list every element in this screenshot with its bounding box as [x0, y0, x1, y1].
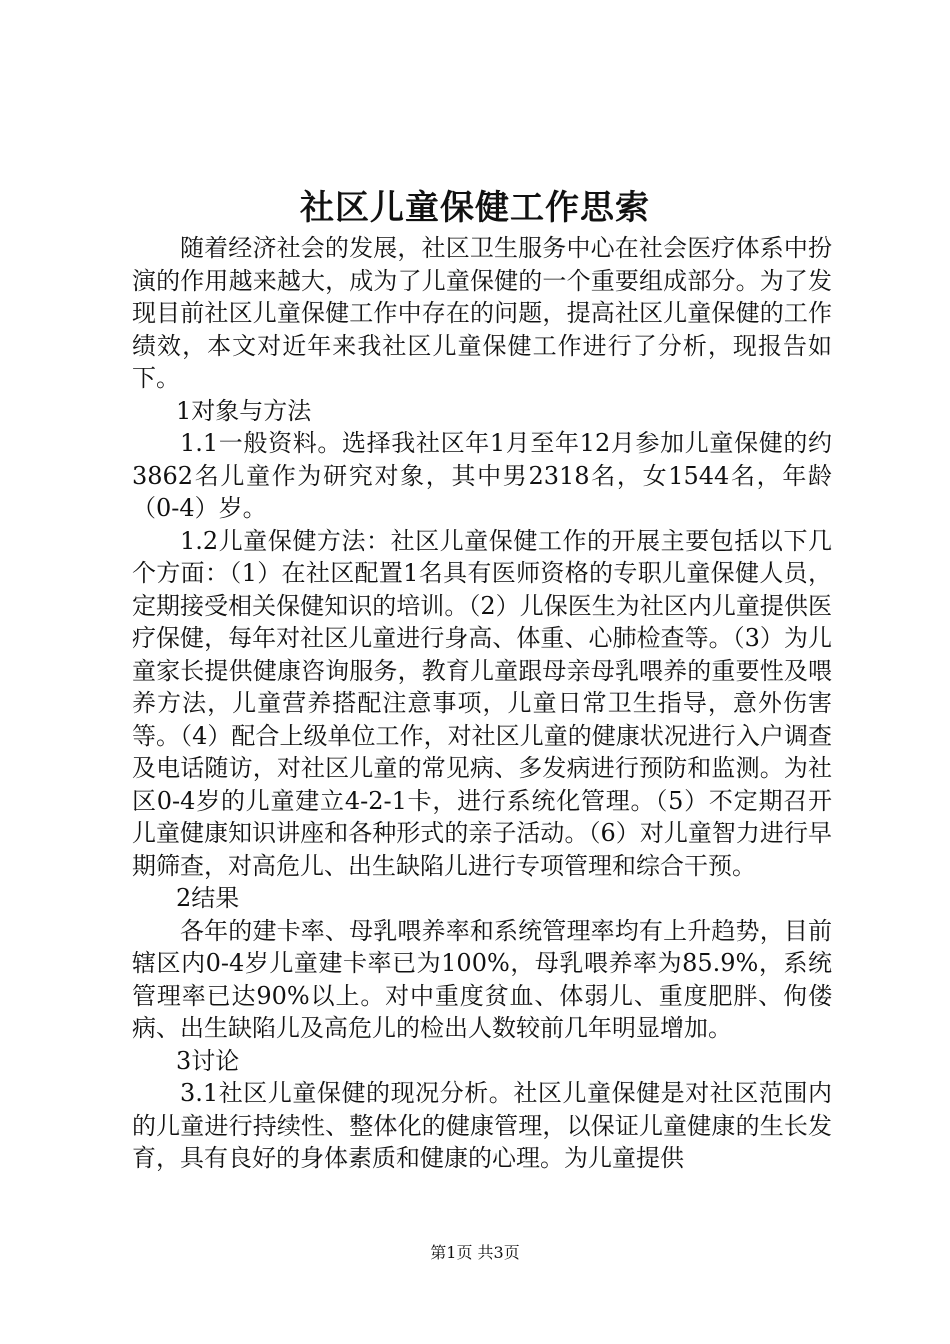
document-body	[132, 232, 832, 1175]
section-heading-3: 3讨论	[176, 1046, 240, 1075]
section-heading-1: 1对象与方法	[176, 396, 312, 425]
paragraph-results: 各年的建卡率、母乳喂养率和系统管理率均有上升趋势，目前辖区内0-4岁儿童建卡率已为100%，母乳喂养率为85.9%，系统管理率已达90%以上。对中重度贫血、体弱儿、重度肥胖、佝偻病、出生缺陷儿及高危儿的检出人数较前几年明显增加。	[132, 916, 832, 1042]
page-footer: 第1页 共3页	[430, 1243, 520, 1262]
paragraph-1-1: 1.1一般资料。选择我社区年1月至年12月参加儿童保健的约3862名儿童作为研究对象，其中男2318名，女1544名，年龄（0-4）岁。	[132, 429, 832, 522]
paragraph-intro: 随着经济社会的发展，社区卫生服务中心在社会医疗体系中扮演的作用越来越大，成为了儿童保健的一个重要组成部分。为了发现目前社区儿童保健工作中存在的问题，提高社区儿童保健的工作绩效，本文对近年来我社区儿童保健工作进行了分析，现报告如下。	[132, 234, 832, 392]
document-title: 社区儿童保健工作思索	[300, 188, 650, 228]
paragraph-3-1: 3.1社区儿童保健的现况分析。社区儿童保健是对社区范围内的儿童进行持续性、整体化的健康管理，以保证儿童健康的生长发育，具有良好的身体素质和健康的心理。为儿童提供	[132, 1079, 832, 1172]
paragraph-1-2: 1.2儿童保健方法：社区儿童保健工作的开展主要包括以下几个方面：（1）在社区配置1名具有医师资格的专职儿童保健人员，定期接受相关保健知识的培训。（2）儿保医生为社区内儿童提供医疗保健，每年对社区儿童进行身高、体重、心肺检查等。（3）为儿童家长提供健康咨询服务，教育儿童跟母亲母乳喂养的重要性及喂养方法，儿童营养搭配注意事项，儿童日常卫生指导，意外伤害等。（4）配合上级单位工作，对社区儿童的健康状况进行入户调查及电话随访，对社区儿童的常见病、多发病进行预防和监测。为社区0-4岁的儿童建立4-2-1卡，进行系统化管理。（5）不定期召开儿童健康知识讲座和各种形式的亲子活动。（6）对儿童智力进行早期筛查，对高危儿、出生缺陷儿进行专项管理和综合干预。	[132, 526, 832, 880]
section-heading-2: 2结果	[176, 884, 240, 912]
